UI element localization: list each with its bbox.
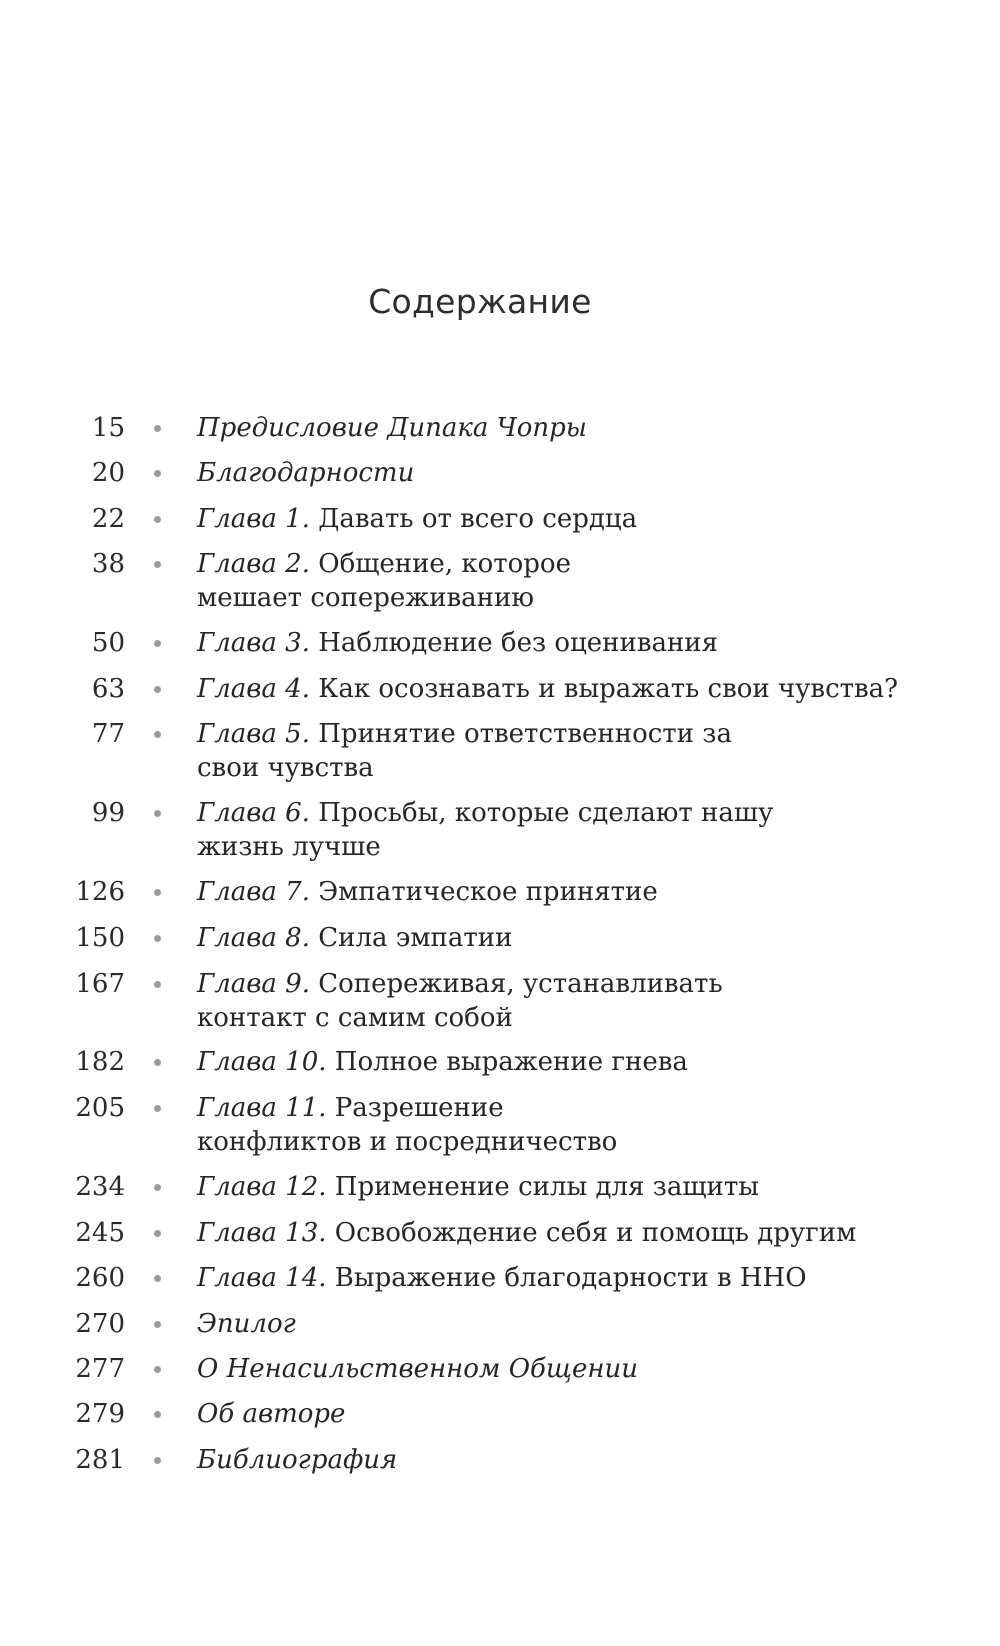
chapter-label: Глава 10. bbox=[197, 1047, 327, 1077]
entry-title: Эпилог bbox=[197, 1309, 296, 1339]
chapter-title: Освобождение себя и помощь другим bbox=[334, 1218, 857, 1248]
chapter-title: Сила эмпатии bbox=[318, 923, 513, 953]
toc-entry[interactable] bbox=[0, 875, 1000, 909]
toc-entry[interactable] bbox=[0, 502, 1000, 536]
entry-text bbox=[197, 796, 857, 864]
chapter-label: Глава 11. bbox=[197, 1093, 327, 1123]
bullet-icon bbox=[154, 810, 161, 817]
entry-text bbox=[197, 1091, 667, 1159]
page-number: 270 bbox=[75, 1309, 125, 1339]
entry-text bbox=[197, 967, 827, 1035]
entry-text bbox=[197, 502, 897, 536]
bullet-icon bbox=[154, 731, 161, 738]
chapter-label: Глава 3. bbox=[197, 628, 310, 658]
entry-text bbox=[197, 1045, 897, 1079]
bullet-icon bbox=[154, 561, 161, 568]
page-number: 99 bbox=[91, 798, 125, 828]
toc-entry[interactable] bbox=[0, 717, 1000, 783]
entry-title: Библиография bbox=[197, 1445, 398, 1475]
chapter-label: Глава 2. bbox=[197, 549, 310, 579]
chapter-label: Глава 4. bbox=[197, 674, 310, 704]
chapter-label: Глава 8. bbox=[197, 923, 310, 953]
page-number: 277 bbox=[75, 1354, 125, 1384]
chapter-title: Как осознавать и выражать свои чувства? bbox=[318, 674, 899, 704]
page-number: 150 bbox=[75, 923, 125, 953]
page-title: Содержание bbox=[368, 282, 592, 321]
bullet-icon bbox=[154, 1230, 161, 1237]
chapter-title: Полное выражение гнева bbox=[334, 1047, 688, 1077]
toc-entry[interactable] bbox=[0, 1091, 1000, 1157]
bullet-icon bbox=[154, 1105, 161, 1112]
chapter-title: Общение, которое мешает сопереживанию bbox=[197, 549, 571, 613]
page-number: 20 bbox=[91, 458, 125, 488]
bullet-icon bbox=[154, 1275, 161, 1282]
entry-text bbox=[197, 626, 897, 660]
chapter-label: Глава 7. bbox=[197, 877, 310, 907]
page-number: 279 bbox=[75, 1399, 125, 1429]
chapter-label: Глава 5. bbox=[197, 719, 310, 749]
bullet-icon bbox=[154, 1457, 161, 1464]
toc-entry[interactable] bbox=[0, 1261, 1000, 1295]
chapter-label: Глава 12. bbox=[197, 1172, 327, 1202]
page-number: 205 bbox=[75, 1093, 125, 1123]
bullet-icon bbox=[154, 1366, 161, 1373]
entry-title: Об авторе bbox=[197, 1399, 346, 1429]
chapter-label: Глава 13. bbox=[197, 1218, 327, 1248]
page-number: 245 bbox=[75, 1218, 125, 1248]
entry-text bbox=[197, 717, 797, 785]
toc-entry[interactable] bbox=[0, 1443, 1000, 1477]
chapter-title: Просьбы, которые сделают нашу жизнь лучше bbox=[197, 798, 774, 862]
page-number: 63 bbox=[91, 674, 125, 704]
bullet-icon bbox=[154, 889, 161, 896]
bullet-icon bbox=[154, 935, 161, 942]
entry-text bbox=[197, 672, 957, 706]
toc-entry[interactable] bbox=[0, 1397, 1000, 1431]
entry-text bbox=[197, 547, 657, 615]
chapter-title: Наблюдение без оценивания bbox=[318, 628, 719, 658]
entry-text bbox=[197, 875, 897, 909]
chapter-label: Глава 6. bbox=[197, 798, 310, 828]
chapter-title: Эмпатическое принятие bbox=[318, 877, 658, 907]
toc-entry[interactable] bbox=[0, 1307, 1000, 1341]
bullet-icon bbox=[154, 470, 161, 477]
entry-text bbox=[197, 1261, 897, 1295]
toc-entry[interactable] bbox=[0, 796, 1000, 862]
toc-entry[interactable] bbox=[0, 1170, 1000, 1204]
toc-entry[interactable] bbox=[0, 967, 1000, 1033]
entry-text bbox=[197, 1170, 897, 1204]
page-number: 50 bbox=[91, 628, 125, 658]
toc-entry[interactable] bbox=[0, 672, 1000, 706]
chapter-label: Глава 1. bbox=[197, 504, 310, 534]
toc-entry[interactable] bbox=[0, 547, 1000, 613]
chapter-title: Применение силы для защиты bbox=[334, 1172, 759, 1202]
chapter-title: Выражение благодарности в ННО bbox=[334, 1263, 807, 1293]
entry-text bbox=[197, 921, 897, 955]
bullet-icon bbox=[154, 981, 161, 988]
bullet-icon bbox=[154, 425, 161, 432]
page-number: 126 bbox=[75, 877, 125, 907]
chapter-label: Глава 14. bbox=[197, 1263, 327, 1293]
page-number: 281 bbox=[75, 1445, 125, 1475]
entry-title: Предисловие Дипака Чопры bbox=[197, 413, 587, 443]
bullet-icon bbox=[154, 640, 161, 647]
chapter-title: Давать от всего сердца bbox=[318, 504, 638, 534]
page-number: 38 bbox=[91, 549, 125, 579]
chapter-title: Сопереживая, устанавливать контакт с самим собой bbox=[197, 969, 723, 1033]
page-number: 15 bbox=[91, 413, 125, 443]
bullet-icon bbox=[154, 1184, 161, 1191]
toc-entry[interactable] bbox=[0, 1352, 1000, 1386]
entry-title: Благодарности bbox=[197, 458, 415, 488]
bullet-icon bbox=[154, 1411, 161, 1418]
chapter-label: Глава 9. bbox=[197, 969, 310, 999]
bullet-icon bbox=[154, 1321, 161, 1328]
toc-entry[interactable] bbox=[0, 921, 1000, 955]
chapter-title: Разрешение конфликтов и посредничество bbox=[197, 1093, 618, 1157]
page-number: 167 bbox=[75, 969, 125, 999]
bullet-icon bbox=[154, 1059, 161, 1066]
entry-text bbox=[197, 1216, 957, 1250]
bullet-icon bbox=[154, 516, 161, 523]
entry-title: О Ненасильственном Общении bbox=[197, 1354, 638, 1384]
page-number: 182 bbox=[75, 1047, 125, 1077]
toc-entry[interactable] bbox=[0, 411, 1000, 445]
toc-entry[interactable] bbox=[0, 1216, 1000, 1250]
page-number: 260 bbox=[75, 1263, 125, 1293]
toc-entry[interactable] bbox=[0, 626, 1000, 660]
bullet-icon bbox=[154, 686, 161, 693]
page-number: 22 bbox=[91, 504, 125, 534]
page-number: 77 bbox=[91, 719, 125, 749]
page-number: 234 bbox=[75, 1172, 125, 1202]
toc-entry[interactable] bbox=[0, 1045, 1000, 1079]
chapter-title: Принятие ответственности за свои чувства bbox=[197, 719, 732, 783]
toc-entry[interactable] bbox=[0, 456, 1000, 490]
